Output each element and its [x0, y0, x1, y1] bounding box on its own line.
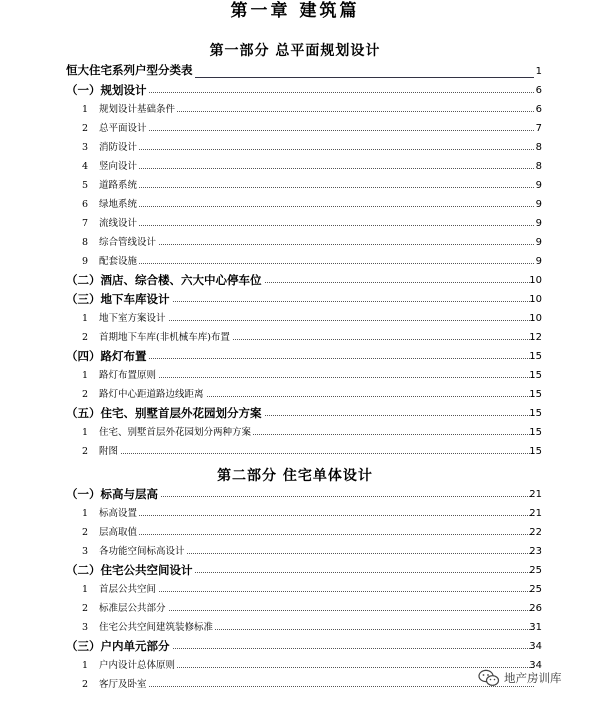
toc-label [82, 442, 120, 461]
toc-text: 层高取值 [99, 527, 138, 538]
toc-page-number: 9 [535, 218, 542, 229]
toc-number: 5 [82, 180, 89, 191]
toc-text: 恒大住宅系列户型分类表 [66, 63, 193, 77]
chapter-title: 第一章 建筑篇 [230, 1, 360, 21]
toc-entry[interactable] [0, 561, 590, 580]
toc-leader-dots [82, 168, 534, 169]
toc-label [82, 599, 168, 618]
toc-text: 消防设计 [99, 142, 138, 153]
toc-label [66, 561, 195, 580]
toc-leader-dots [82, 515, 534, 516]
toc-label [66, 485, 160, 504]
toc-number: 2 [82, 603, 89, 614]
toc-subentry[interactable] [0, 195, 590, 214]
toc-text: 配套设施 [99, 256, 138, 267]
watermark-text: 地产房训库 [504, 671, 562, 685]
toc-number: 2 [82, 123, 89, 134]
toc-page-number: 25 [529, 565, 542, 576]
toc-label [82, 385, 206, 404]
toc-text: 路灯中心距道路边线距离 [99, 389, 204, 400]
toc-number: 1 [82, 508, 89, 519]
toc-label [82, 504, 139, 523]
toc-page-number: 15 [529, 408, 542, 419]
toc-subentry[interactable] [0, 542, 590, 561]
toc-number: 3 [82, 546, 89, 557]
toc-number: 3 [82, 142, 89, 153]
toc-page-number: 22 [529, 527, 542, 538]
toc-text: 绿地系统 [99, 199, 138, 210]
toc-page-number: 6 [535, 85, 542, 96]
toc-entry[interactable] [0, 347, 590, 366]
toc-label [66, 347, 149, 366]
toc-label [82, 252, 139, 271]
toc-page-number: 6 [535, 104, 542, 115]
toc-number: 8 [82, 237, 89, 248]
toc-text: 客厅及卧室 [99, 679, 147, 690]
toc-text: 住宅、别墅首层外花园划分两种方案 [99, 427, 252, 438]
toc-subentry[interactable] [0, 157, 590, 176]
toc-page-number: 7 [535, 123, 542, 134]
toc-number: 1 [82, 370, 89, 381]
toc-number: 2 [82, 679, 89, 690]
toc-page-number: 15 [529, 351, 542, 362]
toc-entry[interactable] [0, 290, 590, 309]
toc-text: 首期地下车库(非机械车库)布置 [99, 332, 230, 343]
toc-number: 9 [82, 256, 89, 267]
toc-number: 4 [82, 161, 89, 172]
toc-text: 户内设计总体原则 [99, 660, 176, 671]
toc-part2 [0, 485, 590, 694]
toc-leader-dots [82, 187, 534, 188]
toc-subentry[interactable] [0, 100, 590, 119]
toc-label [82, 328, 232, 347]
toc-text: 各功能空间标高设计 [99, 546, 185, 557]
toc-subentry[interactable] [0, 580, 590, 599]
toc-text: 住宅公共空间建筑装修标准 [99, 622, 214, 633]
toc-subentry[interactable] [0, 233, 590, 252]
toc-text: （二）住宅公共空间设计 [66, 563, 193, 577]
toc-number: 2 [82, 446, 89, 457]
toc-page-number: 31 [529, 622, 542, 633]
toc-label [66, 62, 195, 79]
toc-number: 7 [82, 218, 89, 229]
toc-label [82, 119, 149, 138]
toc-label [82, 100, 177, 119]
wechat-icon [478, 669, 500, 687]
toc-text: 总平面设计 [99, 123, 147, 134]
toc-label [82, 195, 139, 214]
toc-page-number: 9 [535, 256, 542, 267]
toc-text: 标高设置 [99, 508, 138, 519]
toc-subentry[interactable] [0, 618, 590, 637]
toc-text: （三）户内单元部分 [66, 639, 170, 653]
toc-leader-dots [82, 130, 534, 131]
toc-text: （一）标高与层高 [66, 487, 158, 501]
toc-text: 规划设计基础条件 [99, 104, 176, 115]
toc-part1 [0, 62, 590, 461]
toc-label [82, 580, 158, 599]
toc-subentry[interactable] [0, 328, 590, 347]
toc-page-number: 10 [529, 313, 542, 324]
toc-text: （五）住宅、别墅首层外花园划分方案 [66, 406, 262, 420]
toc-page-number: 15 [529, 446, 542, 457]
toc-label [66, 81, 149, 100]
toc-subentry[interactable] [0, 442, 590, 461]
toc-subentry[interactable] [0, 176, 590, 195]
toc-label [82, 157, 139, 176]
toc-entry[interactable] [0, 404, 590, 423]
toc-leader-dots [82, 206, 534, 207]
toc-page-number: 26 [529, 603, 542, 614]
toc-label [82, 618, 215, 637]
toc-subentry[interactable] [0, 366, 590, 385]
toc-label [82, 309, 168, 328]
toc-label [66, 404, 264, 423]
toc-label [82, 675, 149, 694]
toc-text: （二）酒店、综合楼、六大中心停车位 [66, 273, 262, 287]
toc-entry[interactable] [0, 271, 590, 290]
toc-label [82, 366, 158, 385]
toc-number: 1 [82, 660, 89, 671]
toc-text: （一）规划设计 [66, 83, 147, 97]
toc-label [82, 542, 187, 561]
part1-title: 第一部分 总平面规划设计 [209, 43, 381, 59]
toc-label [82, 138, 139, 157]
toc-text: （三）地下车库设计 [66, 292, 170, 306]
toc-subentry[interactable] [0, 423, 590, 442]
toc-page-number: 10 [529, 275, 542, 286]
toc-label [66, 271, 264, 290]
toc-subentry[interactable] [0, 309, 590, 328]
toc-leader-dots [82, 686, 534, 687]
toc-label [82, 214, 139, 233]
toc-number: 6 [82, 199, 89, 210]
toc-page-number: 9 [535, 180, 542, 191]
toc-entry[interactable] [0, 637, 590, 656]
toc-page-number: 34 [529, 660, 542, 671]
toc-label [82, 176, 139, 195]
toc-page-number: 23 [529, 546, 542, 557]
toc-subentry[interactable] [0, 504, 590, 523]
toc-page-number: 15 [529, 427, 542, 438]
toc-leader-dots [82, 263, 534, 264]
toc-number: 2 [82, 527, 89, 538]
toc-text: 流线设计 [99, 218, 138, 229]
toc-page-number: 9 [535, 237, 542, 248]
toc-text: 道路系统 [99, 180, 138, 191]
toc-label [82, 233, 158, 252]
toc-number: 1 [82, 104, 89, 115]
toc-page-number: 34 [529, 641, 542, 652]
toc-text: 首层公共空间 [99, 584, 157, 595]
toc-subentry[interactable] [0, 385, 590, 404]
toc-page-number: 21 [529, 489, 542, 500]
part2-title: 第二部分 住宅单体设计 [217, 468, 373, 484]
toc-subentry[interactable] [0, 252, 590, 271]
toc-text: 路灯布置原则 [99, 370, 157, 381]
toc-label [82, 656, 177, 675]
toc-page-number: 8 [535, 161, 542, 172]
toc-number: 2 [82, 389, 89, 400]
toc-text: 地下室方案设计 [99, 313, 166, 324]
toc-text: 竖向设计 [99, 161, 138, 172]
toc-text: 附图 [99, 446, 119, 457]
toc-page-number: 10 [529, 294, 542, 305]
toc-page-number: 25 [529, 584, 542, 595]
toc-subentry[interactable] [0, 138, 590, 157]
toc-label [66, 290, 172, 309]
toc-page-number: 21 [529, 508, 542, 519]
toc-label [66, 637, 172, 656]
toc-label [82, 423, 253, 442]
toc-leader-dots [82, 453, 534, 454]
toc-entry[interactable] [0, 485, 590, 504]
toc-subentry[interactable] [0, 119, 590, 138]
toc-page-number: 15 [529, 370, 542, 381]
toc-number: 3 [82, 622, 89, 633]
toc-leader-dots [82, 149, 534, 150]
toc-number: 2 [82, 332, 89, 343]
toc-subentry[interactable] [0, 214, 590, 233]
watermark [478, 669, 562, 687]
toc-text: （四）路灯布置 [66, 349, 147, 363]
toc-leader-dots [82, 534, 534, 535]
toc-page-number: 8 [535, 142, 542, 153]
toc-number: 1 [82, 427, 89, 438]
toc-page-number: 12 [529, 332, 542, 343]
toc-text: 标准层公共部分 [99, 603, 166, 614]
toc-entry[interactable] [0, 81, 590, 100]
toc-page-number: 9 [535, 199, 542, 210]
toc-page-number: 15 [529, 389, 542, 400]
toc-number: 1 [82, 584, 89, 595]
toc-entry[interactable] [0, 62, 590, 81]
toc-leader-dots [82, 225, 534, 226]
toc-number: 1 [82, 313, 89, 324]
toc-text: 综合管线设计 [99, 237, 157, 248]
toc-subentry[interactable] [0, 599, 590, 618]
toc-subentry[interactable] [0, 523, 590, 542]
toc-page-number: 1 [535, 66, 542, 77]
toc-label [82, 523, 139, 542]
